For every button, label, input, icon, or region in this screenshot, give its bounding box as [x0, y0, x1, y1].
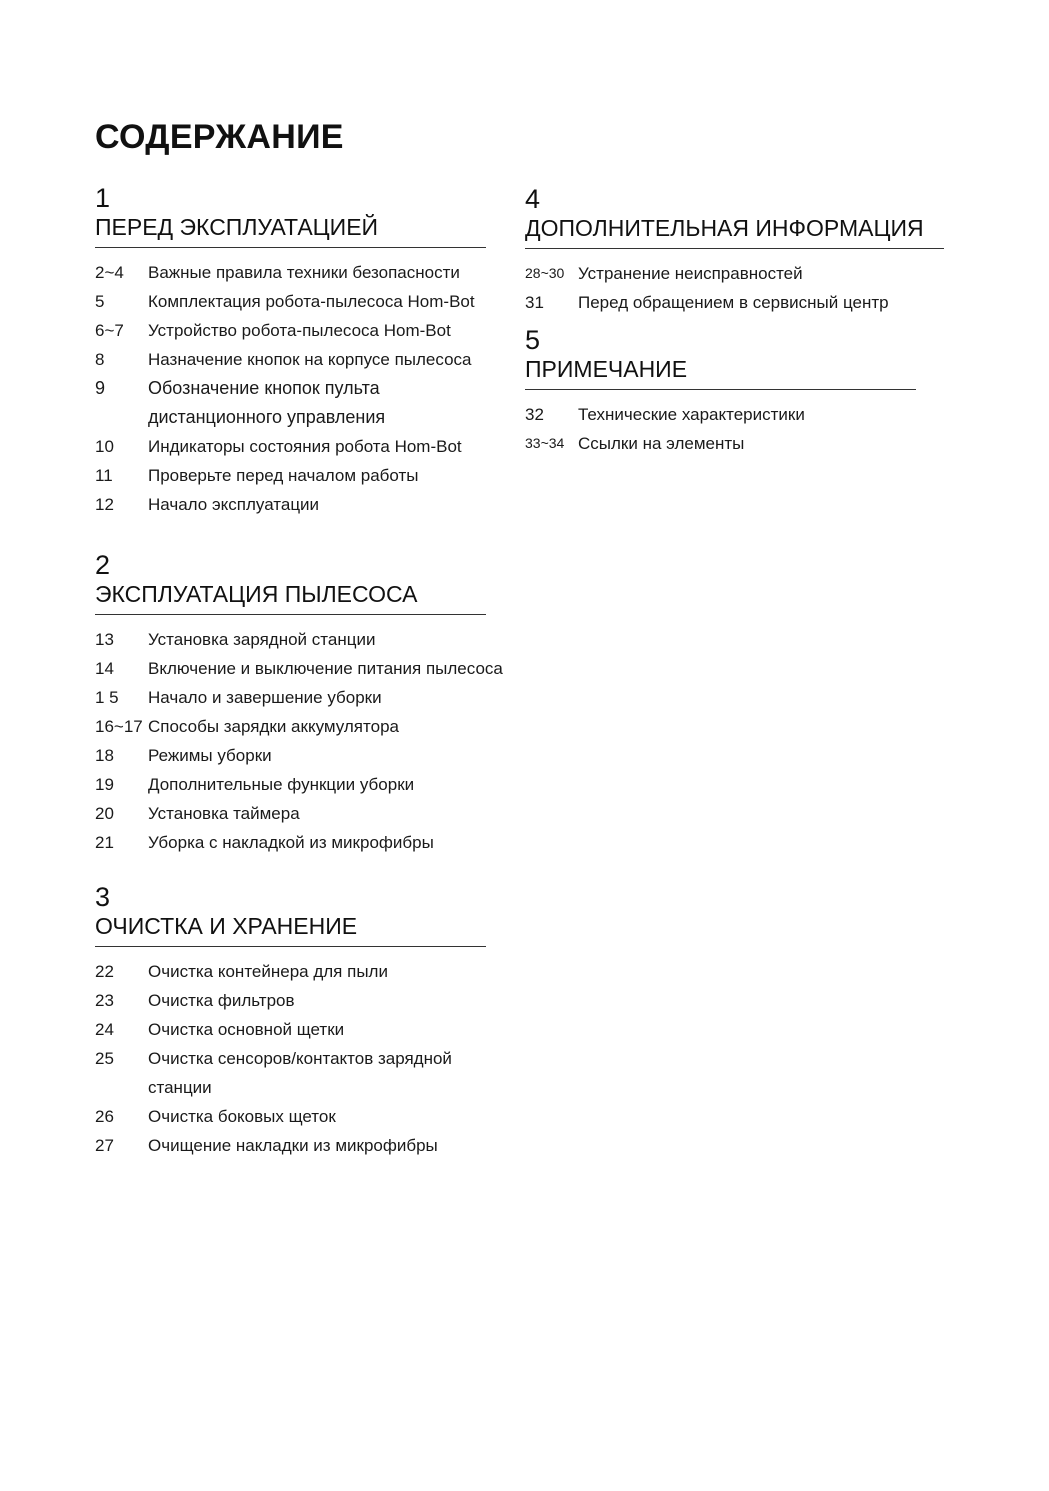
toc-entry[interactable]: [95, 625, 486, 654]
entry-page: 10: [95, 437, 114, 456]
entry-page: 14: [95, 659, 114, 678]
entry-text: Комплектация робота-пылесоса Hom-Bot: [148, 292, 475, 311]
toc-entry[interactable]: [95, 654, 503, 683]
entry-text: Очищение накладки из микрофибры: [148, 1136, 438, 1155]
toc-entry[interactable]: [95, 712, 486, 741]
toc-entry[interactable]: [95, 461, 486, 490]
entry-list: [525, 259, 944, 317]
entry-page: 21: [95, 833, 114, 852]
entry-page: 2~4: [95, 263, 124, 282]
entry-list: [525, 400, 916, 458]
entry-page: 19: [95, 775, 114, 794]
entry-text: Очистка сенсоров/контактов зарядной станции: [148, 1049, 452, 1097]
section-number: 2: [95, 550, 111, 580]
entry-page: 23: [95, 991, 114, 1010]
toc-entry[interactable]: [525, 288, 944, 317]
entry-list: [95, 957, 486, 1160]
entry-text: Обозначение кнопок пульта дистанционного управления: [148, 378, 386, 427]
entry-text: Начало и завершение уборки: [148, 688, 382, 707]
entry-text: Индикаторы состояния робота Hom-Bot: [148, 437, 462, 456]
entry-text: Устройство робота-пылесоса Hom-Bot: [148, 321, 451, 340]
entry-text: Назначение кнопок на корпусе пылесоса: [148, 350, 472, 369]
toc-entry[interactable]: [95, 1131, 486, 1160]
section-title: ПЕРЕД ЭКСПЛУАТАЦИЕЙ: [95, 213, 486, 248]
entry-text: Устранение неисправностей: [578, 264, 803, 283]
section-number: 4: [525, 184, 541, 214]
toc-entry[interactable]: [95, 287, 486, 316]
toc-entry[interactable]: [95, 1015, 486, 1044]
entry-page: 27: [95, 1136, 114, 1155]
entry-list: [95, 625, 503, 857]
section-title: ЭКСПЛУАТАЦИЯ ПЫЛЕСОСА: [95, 580, 486, 615]
section-title: ДОПОЛНИТЕЛЬНАЯ ИНФОРМАЦИЯ: [525, 214, 944, 249]
toc-entry[interactable]: [95, 1102, 486, 1131]
entry-list: [95, 258, 486, 519]
entry-page: 8: [95, 350, 105, 369]
entry-page: 33~34: [525, 435, 565, 451]
entry-text: Проверьте перед началом работы: [148, 466, 419, 485]
entry-page: 18: [95, 746, 114, 765]
toc-entry[interactable]: [95, 957, 486, 986]
entry-page: 9: [95, 378, 106, 398]
toc-entry[interactable]: [525, 429, 916, 458]
section-number: 5: [525, 325, 541, 355]
entry-text: Перед обращением в сервисный центр: [578, 293, 889, 312]
entry-page: 28~30: [525, 265, 565, 281]
entry-text: Важные правила техники безопасности: [148, 263, 460, 282]
toc-entry[interactable]: [95, 345, 486, 374]
entry-text: Очистка боковых щеток: [148, 1107, 336, 1126]
entry-page: 6~7: [95, 321, 124, 340]
toc-entry[interactable]: [95, 374, 486, 432]
entry-page: 24: [95, 1020, 114, 1039]
toc-entry[interactable]: [95, 316, 486, 345]
entry-page: 32: [525, 405, 544, 424]
toc-entry[interactable]: [95, 828, 486, 857]
toc-entry[interactable]: [95, 741, 486, 770]
entry-page: 11: [95, 466, 113, 485]
section-1: [95, 183, 486, 519]
toc-entry[interactable]: [95, 432, 486, 461]
entry-page: 26: [95, 1107, 114, 1126]
section-2: [95, 550, 503, 857]
toc-entry[interactable]: [525, 259, 944, 288]
toc-entry[interactable]: [95, 683, 486, 712]
entry-text: Дополнительные функции уборки: [148, 775, 415, 794]
toc-entry[interactable]: [95, 986, 486, 1015]
entry-text: Установка таймера: [148, 804, 300, 823]
entry-page: 12: [95, 495, 114, 514]
toc-entry[interactable]: [95, 799, 486, 828]
entry-text: Очистка фильтров: [148, 991, 295, 1010]
section-title: ПРИМЕЧАНИЕ: [525, 355, 916, 390]
entry-text: Начало эксплуатации: [148, 495, 320, 514]
section-number: 3: [95, 882, 111, 912]
section-5: [525, 325, 916, 458]
entry-page: 1 5: [95, 688, 119, 707]
entry-text: Режимы уборки: [148, 746, 272, 765]
entry-text: Способы зарядки аккумулятора: [148, 717, 399, 736]
toc-entry[interactable]: [95, 1044, 486, 1102]
entry-text: Ссылки на элементы: [578, 434, 745, 453]
page-title: СОДЕРЖАНИЕ: [95, 118, 344, 156]
entry-page: 25: [95, 1049, 114, 1068]
entry-page: 16~17: [95, 717, 143, 736]
toc-entry[interactable]: [525, 400, 916, 429]
entry-page: 22: [95, 962, 114, 981]
section-title: ОЧИСТКА И ХРАНЕНИЕ: [95, 912, 486, 947]
toc-entry[interactable]: [95, 490, 486, 519]
section-number: 1: [95, 183, 111, 213]
entry-text: Уборка с накладкой из микрофибры: [148, 833, 434, 852]
section-3: [95, 882, 486, 1160]
section-4: [525, 184, 944, 317]
entry-page: 13: [95, 630, 114, 649]
entry-text: Включение и выключение питания пылесоса: [148, 659, 503, 678]
entry-text: Очистка основной щетки: [148, 1020, 345, 1039]
entry-text: Очистка контейнера для пыли: [148, 962, 388, 981]
toc-entry[interactable]: [95, 258, 486, 287]
entry-page: 5: [95, 292, 105, 311]
toc-entry[interactable]: [95, 770, 486, 799]
entry-text: Технические характеристики: [578, 405, 805, 424]
entry-text: Установка зарядной станции: [148, 630, 376, 649]
entry-page: 31: [525, 293, 544, 312]
entry-page: 20: [95, 804, 114, 823]
